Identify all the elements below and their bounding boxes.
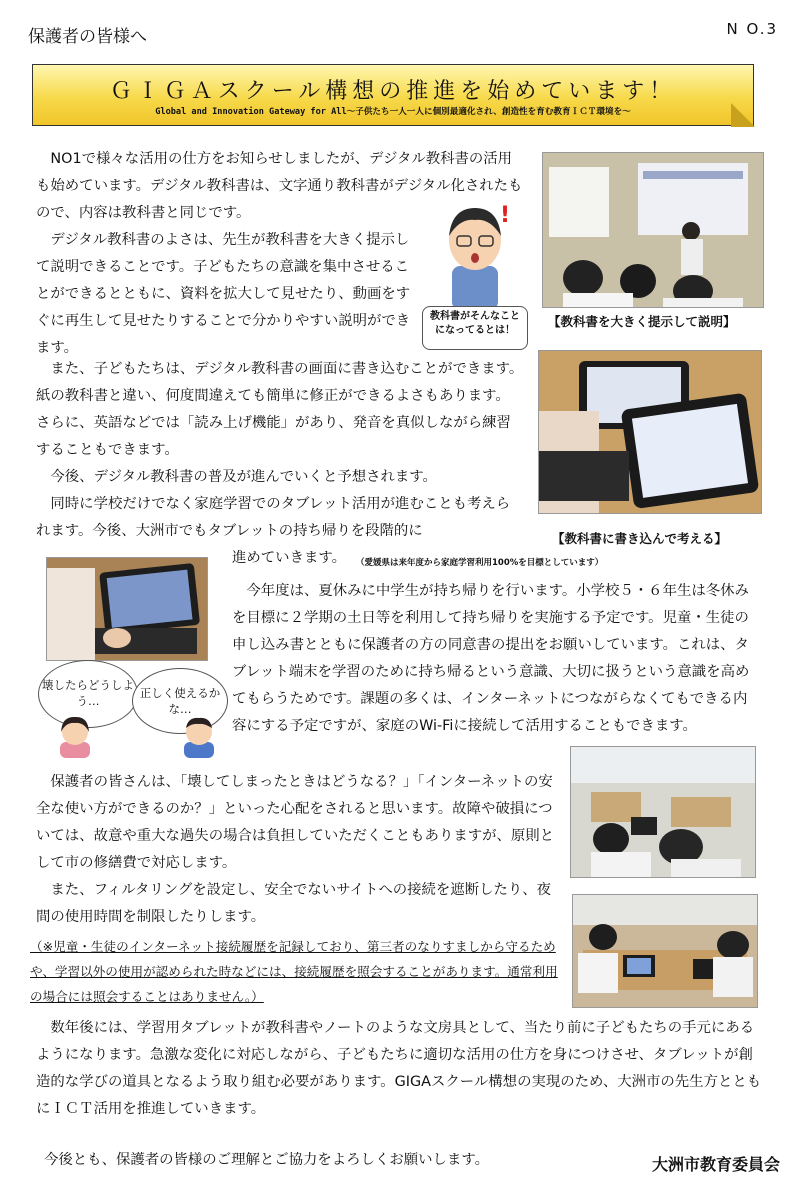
boy-thought-bubble: 正しく使えるかな… bbox=[132, 668, 228, 734]
audience-label: 保護者の皆様へ bbox=[28, 27, 147, 47]
paragraph-intro: NO1で様々な活用の仕方をお知らせしましたが、デジタル教科書の活用も始めています。デジタル教科書は、文字通り教科書がデジタル化されたもので、内容は教科書と同じです。 bbox=[36, 151, 523, 221]
photo-classroom-tablets bbox=[570, 746, 756, 878]
banner-fold-corner bbox=[731, 103, 755, 127]
paragraph-writing-on-screen: また、子どもたちは、デジタル教科書の画面に書き込むことができます。紙の教科書と違い、何度間違えても簡単に修正ができるよさもあります。さらに、英語などでは「読み上げ機能」があり、発音を真似しながら練習することもできます。 bbox=[36, 361, 524, 458]
worried-boy-illustration bbox=[174, 712, 224, 758]
paragraph-parent-concerns: 保護者の皆さんは、「壊してしまったときはどうなる？」「インターネットの安全な使い方ができるのか？」といった心配をされると思います。故障や破損については、故意や重大な過失の場合は負担していただくこともありますが、原則として市の修繕費で対応します。 bbox=[36, 774, 555, 871]
teacher-speech-bubble: 教科書がそんなことになってるとは！ bbox=[422, 306, 528, 350]
svg-text:!: ! bbox=[500, 203, 511, 228]
photo-student-with-tablet bbox=[46, 557, 208, 661]
paragraph-future-spread: 今後、デジタル教科書の普及が進んでいくと予想されます。 bbox=[36, 469, 437, 485]
page-title: ＧＩＧＡスクール構想の推進を始めています！ bbox=[109, 79, 677, 104]
photo-classroom-presentation bbox=[542, 152, 764, 308]
photo-writing-on-tablet bbox=[538, 350, 762, 514]
paragraph-digital-textbook-benefits: デジタル教科書のよさは、先生が教科書を大きく提示して説明できることです。子どもたちの意識を集中させることができるとともに、資料を拡大して見せたり、動画をすぐに再生して見せたりすることで分かりやすい説明ができます。 bbox=[36, 232, 411, 356]
title-banner bbox=[32, 64, 754, 126]
connection-log-note bbox=[30, 934, 564, 1009]
page-subtitle: Global and Innovation Gateway for All～子供たち一人一人に個別最適化され、創造性を育む教育ＩＣＴ環境を～ bbox=[155, 107, 631, 117]
paragraph-filtering: また、フィルタリングを設定し、安全でないサイトへの接続を遮断したり、夜間の使用時間を制限したりします。 bbox=[36, 882, 552, 925]
girl-thought-bubble: 壊したらどうしよう… bbox=[38, 660, 138, 728]
paragraph-future-vision: 数年後には、学習用タブレットが教科書やノートのような文房具として、当たり前に子どもたちの手元にあるようになります。急激な変化に対応しながら、子どもたちに適切な活用の仕方を身につけさせ、タブレットが創造的な学びの道具となるよう取り組む必要があります。GIGAスクール構想の実現のため、大洲市の先生方とともにＩＣＴ活用を推進していきます。 bbox=[36, 1020, 762, 1117]
signature: 大洲市教育委員会 bbox=[651, 1155, 780, 1174]
connection-log-note-text: （※児童・生徒のインターネット接続履歴を記録しており、第三者のなりすましから守るためや、学習以外の使用が認められた時などには、接続履歴を照会することがあります。通常利用の場合には照会することはありません。） bbox=[30, 939, 558, 1004]
paragraph-home-use-end: 進めていきます。 bbox=[232, 550, 346, 566]
paragraph-this-year-plan: 今年度は、夏休みに中学生が持ち帰りを行います。小学校５・６年生は冬休みを目標に２学期の土日等を利用して持ち帰りを実施する予定です。児童・生徒の申し込み書とともに保護者の方の同意書の提出をお願いしています。これは、タブレット端末を学習のために持ち帰るという意識、大切に扱うという意識を高めてもらうためです。課題の多くは、インターネットにつながらなくてもできる内容にする予定ですが、家庭のWi-Fiに接続して活用することもできます。 bbox=[232, 583, 750, 734]
paragraph-home-use: 同時に学校だけでなく家庭学習でのタブレット活用が進むことも考えられます。今後、大洲市でもタブレットの持ち帰りを段階的に bbox=[36, 496, 511, 539]
caption-photo-2: 【教科書に書き込んで考える】 bbox=[552, 531, 728, 546]
closing-message: 今後とも、保護者の皆様のご理解とご協力をよろしくお願いします。 bbox=[44, 1152, 489, 1168]
photo-students-using-tablets bbox=[572, 894, 758, 1008]
caption-photo-1: 【教科書を大きく提示して説明】 bbox=[548, 314, 736, 329]
issue-number: N O.3 bbox=[726, 20, 778, 38]
worried-girl-illustration bbox=[50, 712, 100, 758]
prefecture-target-note: （愛媛県は来年度から家庭学習利用100%を目標としています） bbox=[356, 558, 604, 568]
